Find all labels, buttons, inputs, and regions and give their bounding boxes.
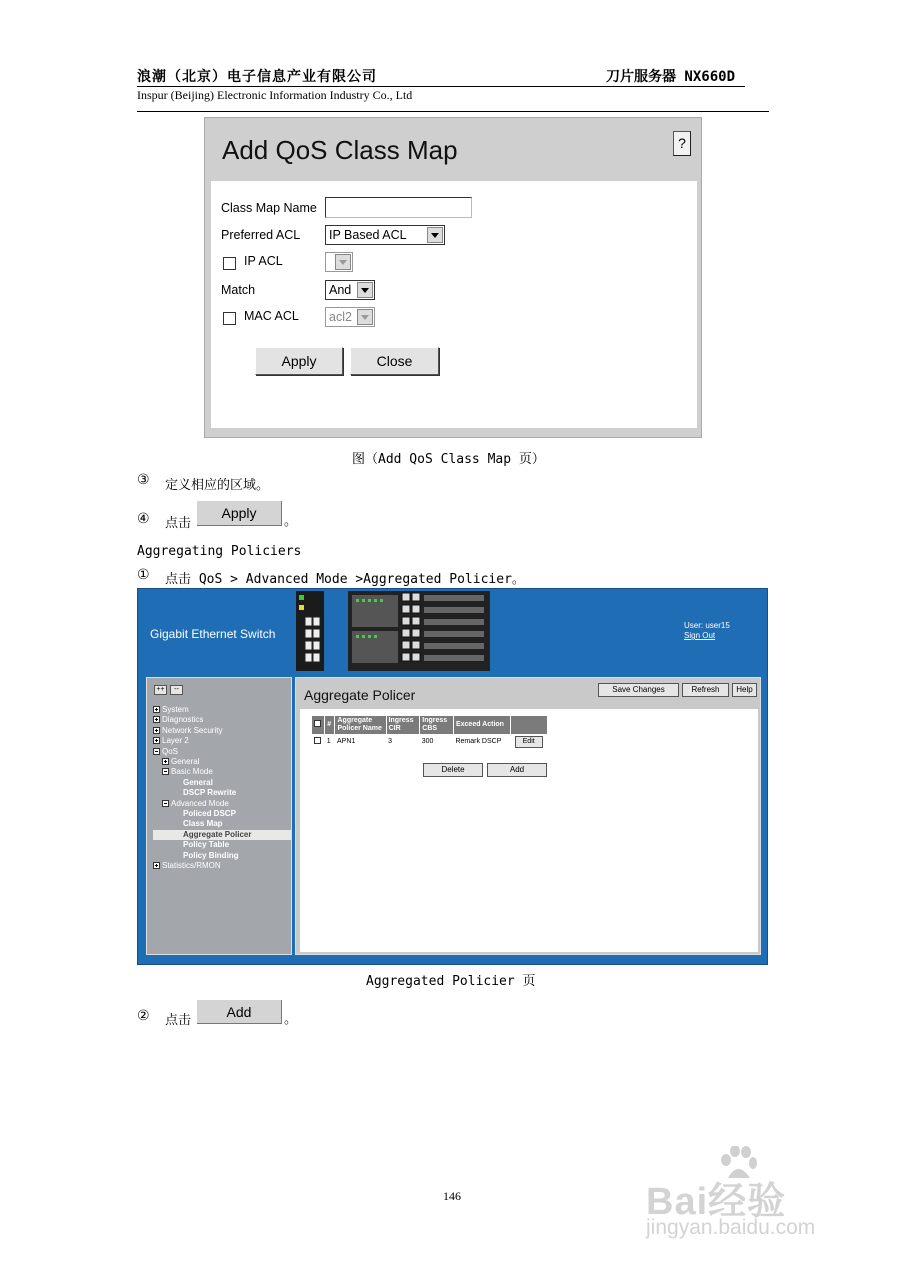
delete-button[interactable]: Delete — [423, 763, 483, 777]
sidebar-item-label: Diagnostics — [162, 715, 204, 725]
table-header-row — [312, 716, 548, 735]
header-product: 刀片服务器 NX660D — [606, 69, 736, 85]
apply-button[interactable]: Apply — [255, 347, 343, 375]
switch-title: Gigabit Ethernet Switch — [150, 627, 276, 641]
select-all-checkbox[interactable] — [314, 720, 321, 727]
header-rule-bottom — [137, 111, 769, 112]
sidebar-item[interactable] — [153, 715, 291, 725]
sidebar-item[interactable] — [153, 809, 291, 819]
ip-acl-select[interactable] — [325, 252, 353, 272]
chevron-down-icon — [335, 254, 351, 270]
match-select[interactable] — [325, 280, 375, 300]
expand-icon[interactable] — [162, 758, 169, 765]
sidebar-item[interactable] — [153, 767, 291, 777]
row-checkbox[interactable] — [314, 737, 321, 744]
preferred-acl-label: Preferred ACL — [221, 228, 301, 242]
watermark-url: jingyan.baidu.com — [646, 1216, 816, 1239]
sidebar-item[interactable] — [153, 778, 291, 788]
sidebar-item-label: System — [162, 705, 189, 714]
switch-device-image — [296, 589, 496, 673]
step-1-number: ① — [137, 567, 150, 583]
row-cbs: 300 — [421, 738, 434, 745]
figure-caption-2: Aggregated Policier 页 — [366, 974, 536, 989]
ip-acl-label: IP ACL — [244, 254, 283, 268]
sidebar-item[interactable] — [153, 788, 291, 798]
dialog-body — [211, 181, 697, 428]
inline-add-button: Add — [197, 1000, 282, 1024]
row-name: APN1 — [336, 738, 356, 745]
expand-all-button[interactable]: ++ — [154, 685, 167, 695]
user-info — [684, 621, 730, 641]
row-checkbox-cell[interactable] — [312, 735, 325, 750]
row-edit-cell — [511, 735, 548, 750]
sidebar-item-label: Policed DSCP — [183, 809, 236, 819]
help-button[interactable]: ? — [673, 131, 691, 156]
sidebar-item[interactable] — [153, 861, 291, 871]
switch-web-ui — [137, 588, 768, 965]
step-2-end: 。 — [284, 1012, 298, 1027]
icon-bar — [164, 803, 167, 804]
help-button[interactable]: Help — [732, 683, 757, 697]
icon-bar-vertical — [165, 760, 166, 763]
row-action: Remark DSCP — [455, 738, 502, 745]
match-value: And — [329, 283, 352, 297]
sidebar-item-label: Policy Table — [183, 840, 230, 850]
preferred-acl-value: IP Based ACL — [329, 228, 407, 242]
sidebar-item-label: General — [183, 777, 213, 787]
close-button[interactable]: Close — [350, 347, 439, 375]
inline-apply-button: Apply — [197, 501, 282, 526]
baidu-jingyan-watermark — [646, 1146, 856, 1246]
col-cir: Ingress CIR — [386, 716, 420, 735]
aggregate-policer-table — [311, 715, 548, 749]
step-3-text: 定义相应的区域。 — [165, 478, 270, 493]
step-3-number: ③ — [137, 472, 150, 488]
select-all-header[interactable] — [312, 716, 325, 735]
qos-class-map-dialog — [204, 117, 702, 438]
row-cir: 3 — [388, 738, 392, 745]
sidebar-item[interactable] — [153, 830, 291, 840]
step-4-end: 。 — [284, 514, 298, 529]
sidebar-item[interactable] — [153, 757, 291, 767]
sidebar-item-label: General — [171, 757, 200, 767]
sidebar-item-label: Class Map — [183, 819, 223, 829]
sidebar-item[interactable] — [153, 726, 291, 736]
nav-tree — [153, 705, 291, 872]
sidebar-item[interactable] — [153, 747, 291, 757]
edit-button[interactable]: Edit — [515, 736, 543, 748]
sidebar-item-label: Basic Mode — [171, 767, 213, 777]
sidebar-item-label: Layer 2 — [162, 736, 189, 746]
page-number: 146 — [443, 1189, 461, 1203]
sidebar-item-label: DSCP Rewrite — [183, 788, 237, 798]
expand-icon[interactable] — [153, 862, 160, 869]
step-1-text: 点击 QoS > Advanced Mode >Aggregated Policier。 — [165, 572, 525, 587]
step-2-number: ② — [137, 1008, 150, 1024]
main-title: Aggregate Policer — [304, 687, 416, 703]
icon-bar-vertical — [156, 739, 157, 742]
figure-caption-1: 图（Add QoS Class Map 页） — [352, 452, 545, 467]
table-row — [312, 735, 548, 750]
header-rule — [137, 86, 745, 87]
sidebar-item[interactable] — [153, 799, 291, 809]
refresh-button[interactable]: Refresh — [682, 683, 729, 697]
icon-bar-vertical — [156, 718, 157, 721]
mac-acl-value: acl2 — [329, 310, 352, 324]
save-changes-button[interactable]: Save Changes — [598, 683, 679, 697]
sidebar-item-label: Policy Binding — [183, 850, 239, 860]
mac-acl-label: MAC ACL — [244, 309, 299, 323]
col-edit — [511, 716, 548, 735]
watermark-brand: Bai经验 — [646, 1181, 787, 1223]
sidebar-item[interactable] — [153, 705, 291, 715]
row-num: 1 — [326, 738, 331, 745]
expand-icon[interactable] — [153, 737, 160, 744]
collapse-icon[interactable] — [162, 800, 169, 807]
collapse-all-button[interactable]: -- — [170, 685, 183, 695]
match-label: Match — [221, 283, 256, 297]
icon-bar — [155, 751, 158, 752]
ip-acl-checkbox[interactable] — [223, 257, 236, 270]
sidebar-item-label: Aggregate Policer — [183, 829, 252, 839]
expand-icon[interactable] — [153, 716, 160, 723]
main-content — [300, 709, 758, 952]
dialog-title: Add QoS Class Map — [222, 135, 458, 165]
expand-icon[interactable] — [153, 727, 160, 734]
sidebar — [146, 677, 292, 955]
sign-out-link[interactable]: Sign Out — [684, 631, 716, 640]
step-4-number: ④ — [137, 511, 150, 527]
chevron-down-icon — [357, 282, 373, 298]
sidebar-item-label: Network Security — [162, 725, 223, 735]
sidebar-item[interactable] — [153, 819, 291, 829]
collapse-icon[interactable] — [153, 748, 160, 755]
preferred-acl-select[interactable] — [325, 225, 445, 245]
icon-bar-vertical — [156, 729, 157, 732]
collapse-icon[interactable] — [162, 768, 169, 775]
sidebar-item-label: Statistics/RMON — [162, 861, 221, 871]
col-cbs: Ingress CBS — [420, 716, 454, 735]
icon-bar — [164, 771, 167, 772]
header-company-en: Inspur (Beijing) Electronic Information Industry Co., Ltd — [137, 88, 413, 102]
sidebar-item[interactable] — [153, 736, 291, 746]
step-2-text: 点击 — [165, 1013, 192, 1028]
expand-icon[interactable] — [153, 706, 160, 713]
mac-acl-select[interactable] — [325, 307, 375, 327]
step-4-text: 点击 — [165, 516, 192, 531]
col-name: Aggregate Policer Name — [335, 716, 386, 735]
sidebar-item[interactable] — [153, 851, 291, 861]
col-action: Exceed Action — [453, 716, 510, 735]
sidebar-item[interactable] — [153, 840, 291, 850]
icon-bar-vertical — [156, 708, 157, 711]
user-label: User: user15 — [684, 621, 730, 630]
icon-bar-vertical — [156, 864, 157, 867]
sidebar-item-label: Advanced Mode — [171, 798, 229, 808]
sidebar-item-label: QoS — [162, 746, 179, 756]
add-button[interactable]: Add — [487, 763, 547, 777]
header-company-cn: 浪潮（北京）电子信息产业有限公司 — [137, 69, 377, 85]
col-num: # — [325, 716, 335, 735]
class-map-name-label: Class Map Name — [221, 201, 317, 215]
mac-acl-checkbox[interactable] — [223, 312, 236, 325]
chevron-down-icon — [357, 309, 373, 325]
class-map-name-input[interactable] — [325, 197, 472, 218]
chevron-down-icon — [427, 227, 443, 243]
section-title: Aggregating Policiers — [137, 544, 302, 559]
main-panel — [295, 677, 761, 955]
